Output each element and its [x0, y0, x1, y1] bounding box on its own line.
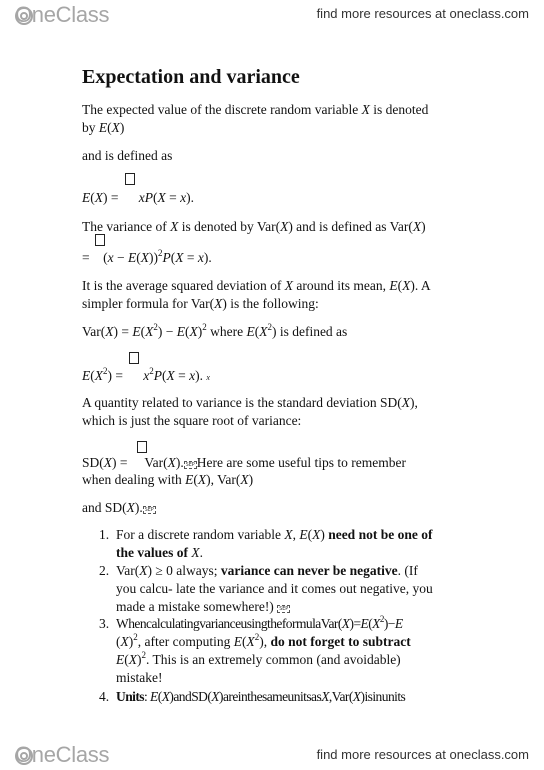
equation-second-moment: $E(X^2)$ = $x^2P(X = x)$. x — [82, 366, 210, 383]
sum-subscript: x — [206, 373, 210, 382]
find-more-resources-link[interactable]: find more resources at oneclass.com — [316, 747, 529, 762]
tips-intro-line2: when dealing with E(X), Var(X) — [82, 472, 254, 487]
oneclass-logo-icon — [15, 7, 33, 25]
oneclass-logo[interactable] — [15, 2, 109, 28]
oneclass-logo-icon — [15, 747, 33, 765]
missing-sum-glyph-icon — [125, 173, 135, 185]
paragraph-standard-deviation-line2: which is just the square root of variance: — [82, 413, 302, 428]
paragraph-expected-value-line1: The expected value of the discrete random variable X is denoted — [82, 102, 429, 117]
page-footer — [0, 738, 544, 770]
equation-variance: = $(x - E(X))^2P(X = x)$. — [82, 248, 212, 265]
oneclass-logo[interactable] — [15, 742, 109, 768]
paragraph-defined-as: and is defined as — [82, 148, 173, 163]
logo-text: OneClass — [15, 742, 110, 767]
paragraph-expected-value-line2: by E(X) — [82, 120, 125, 135]
missing-sqrt-glyph-icon — [137, 441, 147, 453]
logo-text: OneClass — [15, 2, 110, 27]
list-number: 4. — [99, 689, 110, 704]
equation-expectation: E(X) = xP(X = x). — [82, 190, 194, 205]
paragraph-standard-deviation-line1: A quantity related to variance is the standard deviation SD(X), — [82, 395, 418, 410]
missing-sum-glyph-icon — [95, 234, 105, 246]
tips-intro-text: Here are some useful tips to remember — [196, 455, 406, 470]
paragraph-average-squared-line2: simpler formula for Var(X) is the following: — [82, 296, 319, 311]
paragraph-and-sd: and SD(X). SEP — [82, 500, 154, 515]
page-header — [0, 0, 544, 30]
sep-marker: SEP — [279, 606, 289, 612]
sep-marker: SEP — [185, 462, 195, 468]
list-number: 1. — [99, 527, 110, 542]
paragraph-average-squared-line1: It is the average squared deviation of X around its mean, E(X). A — [82, 278, 431, 293]
paragraph-variance-def: The variance of X is denoted by Var(X) and is defined as Var(X) — [82, 219, 426, 234]
list-number: 2. — [99, 563, 110, 578]
sep-marker: SEP — [144, 507, 154, 513]
find-more-resources-link[interactable]: find more resources at oneclass.com — [316, 6, 529, 21]
page-title: Expectation and variance — [82, 66, 300, 88]
missing-sum-glyph-icon — [129, 352, 139, 364]
equation-standard-deviation: SD(X) = Var(X). SEP Here are some useful tips to remember — [82, 455, 406, 470]
list-number: 3. — [99, 616, 110, 631]
equation-simpler-formula: $Var(X) = E(X^2) - E(X)^2$ where $E(X^2)$ is defined as — [82, 322, 348, 339]
